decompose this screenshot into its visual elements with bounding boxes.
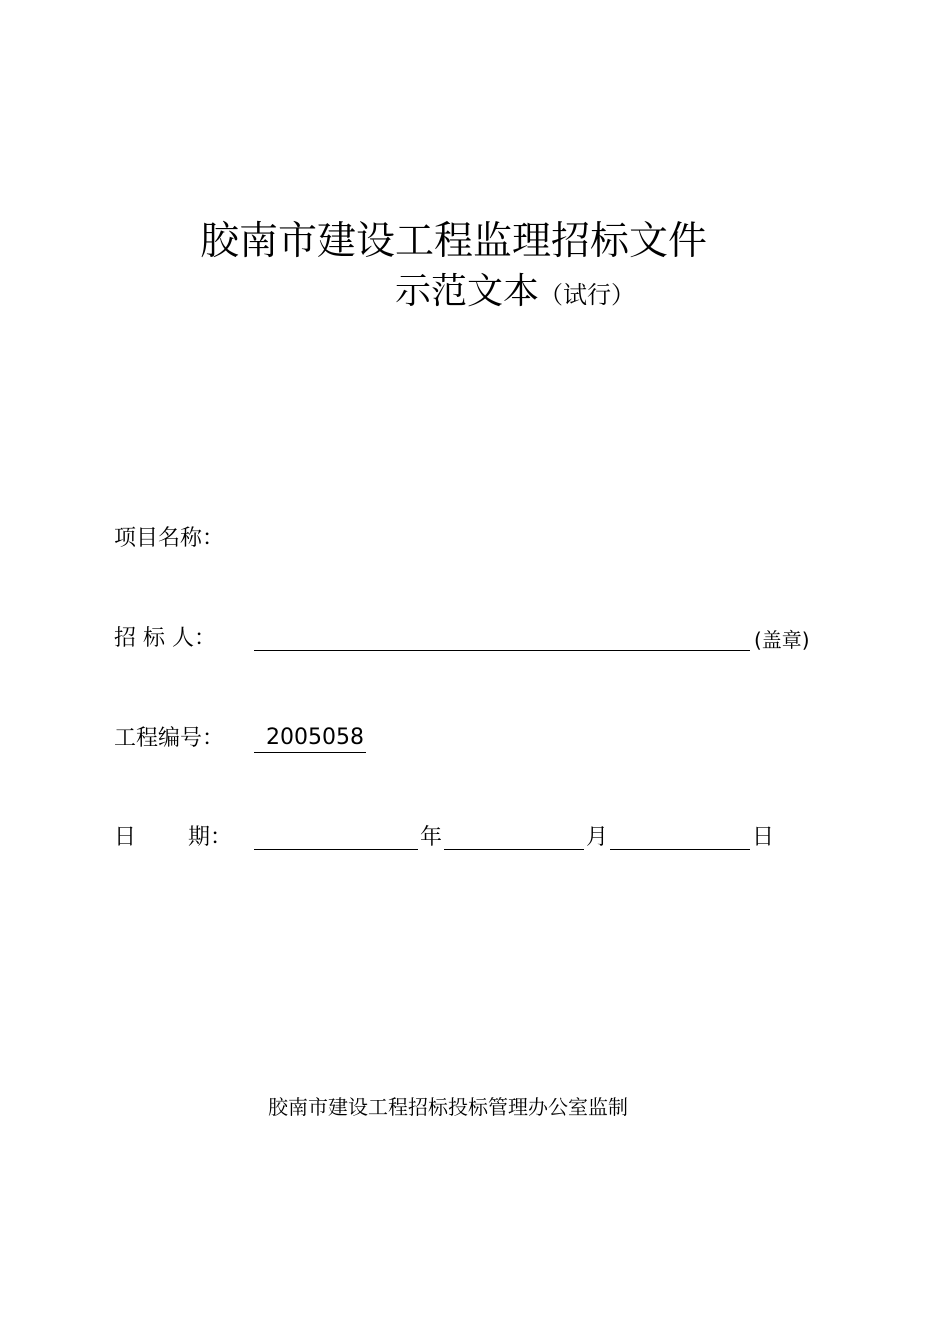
- date-day-blank: [610, 825, 750, 850]
- date-month-unit: 月: [586, 825, 609, 850]
- project-code-label: 工程编号：: [114, 726, 225, 751]
- tenderer-blank: [254, 626, 750, 651]
- document-subtitle: [395, 270, 635, 317]
- stamp-note: (盖章): [754, 628, 810, 652]
- tenderer-label: 招 标 人：: [114, 626, 216, 651]
- date-label-period-char: 期：: [188, 825, 233, 850]
- date-year-unit: 年: [420, 825, 443, 850]
- document-title: 胶南市建设工程监理招标文件: [200, 219, 708, 264]
- issuer-footer: 胶南市建设工程招标投标管理办公室监制: [268, 1095, 628, 1119]
- project-name-label: 项目名称：: [114, 526, 225, 551]
- subtitle-text: 示范文本: [395, 271, 540, 312]
- date-label: [114, 823, 232, 853]
- project-code-value: 2005058: [254, 724, 366, 753]
- date-label-day-char: 日: [114, 825, 137, 850]
- date-day-unit: 日: [752, 825, 775, 850]
- date-year-blank: [254, 825, 418, 850]
- date-month-blank: [444, 825, 584, 850]
- trial-note: （试行）: [539, 281, 636, 309]
